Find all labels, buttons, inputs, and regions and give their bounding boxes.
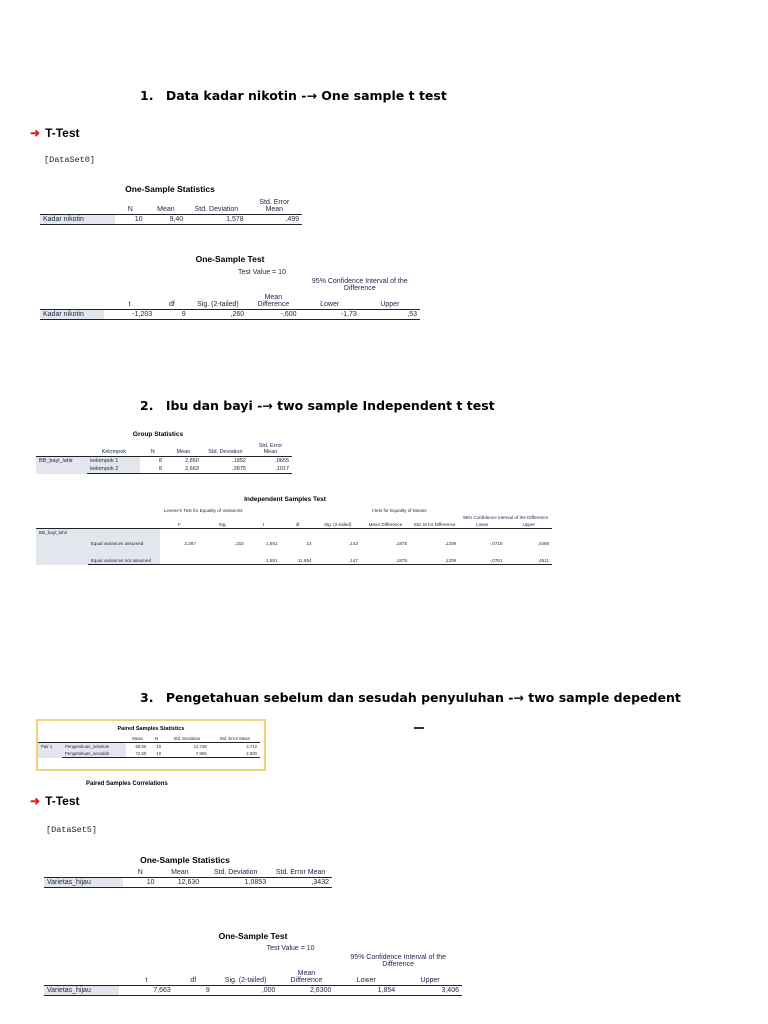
cell: ,53 <box>360 310 420 320</box>
header-cell: Mean <box>171 869 189 876</box>
cell: 1,551 <box>247 547 281 565</box>
red-arrow-icon: ➜ <box>30 794 41 808</box>
header-row <box>44 953 462 969</box>
cell: ,4511 <box>506 547 552 565</box>
cell: ,0655 <box>249 457 292 466</box>
table-row <box>36 547 552 565</box>
cell: 72,50 <box>126 750 149 758</box>
header-row <box>36 521 552 529</box>
cell: 3,712 <box>210 743 260 751</box>
ttest-label: T-Test <box>45 126 80 140</box>
row-label: BB_bayi_lahir <box>36 529 88 565</box>
pair-label: Pair 1 <box>38 743 62 758</box>
header-cell: Std. Deviation <box>208 449 243 455</box>
cell: ,153 <box>199 529 247 547</box>
paired-stats-table <box>38 735 260 758</box>
one-sample-test-title-1: One-Sample Test <box>195 254 265 264</box>
header-cell: Lower <box>476 522 489 527</box>
cell: ,260 <box>189 310 247 320</box>
header-row <box>40 268 420 277</box>
ttest-title-2 <box>30 794 80 808</box>
row-sublabel: Equal variances assumed <box>88 529 160 547</box>
cell: ,2875 <box>202 465 249 474</box>
cell: 7,663 <box>119 986 174 996</box>
row-label: Kadar nikotin <box>40 215 115 225</box>
independent-test-table <box>36 507 552 565</box>
header-cell: Std. Error Mean <box>259 199 290 213</box>
cell: 8 <box>140 465 165 474</box>
header-row <box>40 198 302 215</box>
header-row <box>40 277 420 293</box>
header-cell: df <box>190 977 197 984</box>
dash-mark <box>414 727 424 729</box>
cell: 10 <box>149 743 164 751</box>
cell: ,1852 <box>202 457 249 466</box>
heading-2-number: 2. <box>140 398 154 413</box>
header-cell: Std. Error Mean <box>275 869 326 876</box>
one-sample-stats-table-1 <box>40 198 302 225</box>
ci-header: 95% Confidence Interval of the Difference <box>311 278 408 292</box>
cell: ,1017 <box>249 465 292 474</box>
header-cell: Std. Error Mean <box>219 736 250 741</box>
ci-header: 95% Confidence Interval of the Difference <box>463 515 549 520</box>
header-cell: Sig. (2-tailed) <box>224 977 267 984</box>
table-row <box>40 215 302 225</box>
table-row <box>44 878 332 888</box>
header-cell: Mean Difference <box>257 294 290 308</box>
cell: 9 <box>174 986 213 996</box>
heading-3-text: Pengetahuan sebelum dan sesudah penyuluhan -→ two sample depedent <box>165 690 681 705</box>
cell: 8 <box>140 457 165 466</box>
heading-3 <box>140 690 681 705</box>
cell: 7,906 <box>164 750 209 758</box>
table-row <box>38 743 260 751</box>
red-arrow-icon: ➜ <box>30 126 41 140</box>
table-row <box>38 750 260 758</box>
paired-stats-title: Paired Samples Statistics <box>117 726 185 732</box>
cell <box>199 547 247 565</box>
heading-2-text: Ibu dan bayi -→ two sample Independent t test <box>165 398 495 413</box>
header-row <box>36 442 292 457</box>
cell: 10 <box>115 215 146 225</box>
cell: ,1875 <box>361 529 410 547</box>
table-row <box>36 529 552 547</box>
cell: ,1209 <box>410 529 459 547</box>
header-cell: Std. Deviation <box>173 736 201 741</box>
header-cell: Std. Deviation <box>213 869 258 876</box>
cell: ,499 <box>247 215 302 225</box>
row-label: BB_bayi_lahir <box>36 457 87 474</box>
group-label: kelompok 2 <box>87 465 140 474</box>
one-sample-test-title-2: One-Sample Test <box>218 931 288 941</box>
cell: 1,551 <box>247 529 281 547</box>
one-sample-test-table-2 <box>44 944 462 996</box>
cell: ,3432 <box>269 878 332 888</box>
cell: 1,578 <box>186 215 246 225</box>
one-sample-test-table-1 <box>40 268 420 320</box>
row-label: Kadar nikotin <box>40 310 104 320</box>
header-cell: Kelompok <box>101 449 127 455</box>
one-sample-stats-title-2: One-Sample Statistics <box>140 855 230 865</box>
cell: 1,0853 <box>202 878 269 888</box>
cell: ,4468 <box>506 529 552 547</box>
group-label: kelompok 1 <box>87 457 140 466</box>
row-label: Pengetahuan_sebelum <box>62 743 126 751</box>
cell: 2,663 <box>165 465 202 474</box>
header-cell: N <box>150 449 155 455</box>
heading-1 <box>140 88 447 103</box>
header-cell: Upper <box>380 301 400 308</box>
cell <box>160 547 199 565</box>
cell: ,000 <box>213 986 279 996</box>
header-cell: Std. Error Difference <box>413 522 456 527</box>
cell: -1,73 <box>300 310 360 320</box>
header-row <box>40 293 420 310</box>
row-sublabel: Equal variances not assumed <box>88 547 160 565</box>
ttest-label: T-Test <box>45 794 80 808</box>
cell: 11,954 <box>280 547 314 565</box>
header-cell: Lower <box>320 301 340 308</box>
one-sample-stats-title-1: One-Sample Statistics <box>125 184 215 194</box>
ttest-equality-header: t-test for Equality of Means <box>371 508 427 513</box>
cell: 10 <box>123 878 157 888</box>
dataset-label-2: [DataSet5] <box>46 825 98 835</box>
header-cell: N <box>137 869 143 876</box>
header-cell: N <box>127 206 133 213</box>
header-cell: t <box>262 522 265 527</box>
header-row <box>44 868 332 878</box>
cell: 66,00 <box>126 743 149 751</box>
ci-header: 95% Confidence Interval of the Difference <box>350 954 447 968</box>
header-row <box>36 507 552 514</box>
cell: 9,40 <box>146 215 187 225</box>
header-cell: F <box>177 522 181 527</box>
row-label: Varietas_hijau <box>44 878 123 888</box>
ttest-title-1 <box>30 126 80 140</box>
cell: 2,6300 <box>278 986 334 996</box>
header-row <box>44 969 462 986</box>
table-row <box>44 986 462 996</box>
paired-correlations-title: Paired Samples Correlations <box>86 781 168 787</box>
header-cell: df <box>169 301 175 308</box>
cell: 12,630 <box>158 878 203 888</box>
table-row <box>40 310 420 320</box>
cell: 3,406 <box>398 986 462 996</box>
row-label: Pengetahuan_sesudah <box>62 750 126 758</box>
cell: ,143 <box>315 529 361 547</box>
header-row <box>44 944 462 953</box>
dataset-label-1: [DataSet0] <box>44 155 96 165</box>
header-cell: Sig. (2-tailed) <box>324 522 352 527</box>
cell: -1,203 <box>104 310 155 320</box>
cell: ,1875 <box>361 547 410 565</box>
table-row <box>36 457 292 466</box>
header-cell: Lower <box>356 977 376 984</box>
header-cell: Mean Difference <box>290 970 323 984</box>
cell: -,0718 <box>459 529 505 547</box>
header-cell: Upper <box>420 977 440 984</box>
cell: ,1209 <box>410 547 459 565</box>
one-sample-stats-table-2 <box>44 868 332 888</box>
header-cell: Mean <box>132 736 143 741</box>
cell: 2,850 <box>165 457 202 466</box>
header-cell: N <box>155 736 159 741</box>
independent-test-title: Independent Samples Test <box>244 496 326 503</box>
cell: 9 <box>155 310 189 320</box>
header-row <box>36 514 552 521</box>
header-cell: Std. Error Mean <box>258 443 283 455</box>
cell: -,600 <box>247 310 299 320</box>
paired-stats-box <box>36 719 266 771</box>
heading-1-text: Data kadar nikotin -→ One sample t test <box>165 88 447 103</box>
cell: -,0761 <box>459 547 505 565</box>
cell: 10 <box>149 750 164 758</box>
heading-1-number: 1. <box>140 88 154 103</box>
header-cell: Sig. <box>218 522 227 527</box>
cell: 2,287 <box>160 529 199 547</box>
group-stats-table <box>36 442 292 474</box>
cell: 2,500 <box>210 750 260 758</box>
heading-3-number: 3. <box>140 690 154 705</box>
levene-header: Levene's Test for Equality of Variances <box>163 508 243 513</box>
cell: 1,854 <box>334 986 398 996</box>
header-cell: t <box>128 301 131 308</box>
cell: ,147 <box>315 547 361 565</box>
header-cell: Sig. (2-tailed) <box>197 301 239 308</box>
header-cell: df <box>295 522 300 527</box>
test-value: Test Value = 10 <box>237 269 286 276</box>
row-label: Varietas_hijau <box>44 986 119 996</box>
group-stats-title: Group Statistics <box>132 431 184 438</box>
cell: 14 <box>280 529 314 547</box>
heading-2 <box>140 398 495 413</box>
header-cell: Mean <box>157 206 175 213</box>
cell: 11,738 <box>164 743 209 751</box>
header-cell: Upper <box>522 522 536 527</box>
test-value: Test Value = 10 <box>266 945 315 952</box>
header-cell: t <box>145 977 148 984</box>
header-row <box>38 735 260 743</box>
header-cell: Std. Deviation <box>194 206 239 213</box>
header-cell: Mean <box>176 449 191 455</box>
header-cell: Mean Difference <box>368 522 403 527</box>
